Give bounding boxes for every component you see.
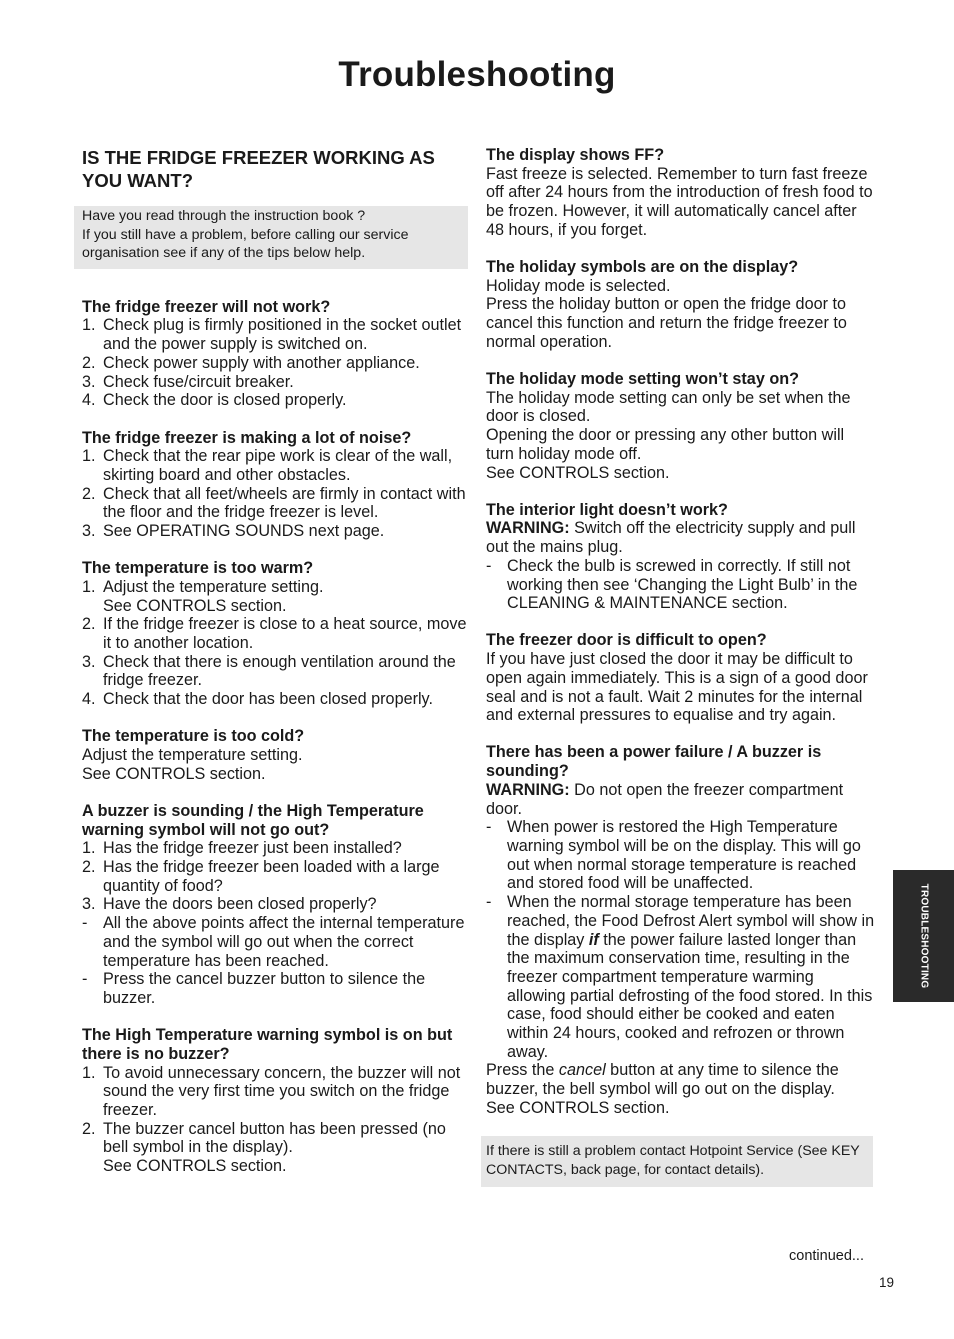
tip-interior-light (486, 501, 876, 613)
tip-question: A buzzer is sounding / the High Temperature warning symbol will not go out? (82, 801, 424, 839)
list-item: 2. Check that all feet/wheels are firmly in contact with the floor and the fridge freezer is level. (82, 484, 466, 522)
tip-list (486, 557, 876, 613)
tip-question: There has been a power failure / A buzzer is sounding? (486, 743, 822, 781)
list-item: - Check the bulb is screwed in correctly. If still not working then see ‘Changing the Light Bulb’ in the CLEANING & MAINTENANCE section. (486, 556, 858, 613)
tip-freezer-door (486, 631, 876, 725)
section-heading: IS THE FRIDGE FREEZER WORKING AS YOU WANT? (82, 147, 435, 191)
tip-text: Press the cancel button at any time to silence the buzzer, the bell symbol will go out on the display. (486, 1061, 839, 1099)
tip-text: Holiday mode is selected. (486, 276, 671, 295)
warning-text: WARNING: Switch off the electricity supply and pull out the mains plug. (486, 519, 856, 557)
tip-list (82, 447, 468, 541)
tip-list (486, 818, 876, 1061)
list-item: 3. See OPERATING SOUNDS next page. (82, 522, 385, 541)
tip-question: The temperature is too warm? (82, 559, 314, 578)
tip-question: The fridge freezer is making a lot of noise? (82, 428, 412, 447)
tip-question: The High Temperature warning symbol is on but there is no buzzer? (82, 1026, 453, 1063)
tip-question: The display shows FF? (486, 146, 665, 164)
tip-display-ff (486, 146, 876, 240)
side-tab-label: TROUBLESHOOTING (918, 883, 929, 989)
tip-text: Adjust the temperature setting. (82, 746, 303, 765)
tip-text: See CONTROLS section. (486, 463, 670, 482)
list-item: 1. Adjust the temperature setting. See CONTROLS section. (82, 577, 324, 615)
list-item: 3. Check that there is enough ventilation around the fridge freezer. (82, 652, 456, 690)
contact-box: If there is still a problem contact Hotpoint Service (See KEY CONTACTS, back page, for contact details). (481, 1136, 873, 1187)
tip-no-buzzer (82, 1026, 468, 1176)
right-column (486, 146, 876, 1187)
tip-too-cold (82, 727, 468, 783)
list-item: 4. Check the door is closed properly. (82, 391, 347, 410)
tip-question: The interior light doesn’t work? (486, 500, 728, 519)
section-side-tab (893, 870, 954, 1002)
list-item: 4. Check that the door has been closed properly. (82, 690, 433, 709)
list-item: 2. If the fridge freezer is close to a heat source, move it to another location. (82, 615, 467, 653)
tip-question: The holiday symbols are on the display? (486, 258, 799, 277)
tip-question: The holiday mode setting won’t stay on? (486, 370, 799, 389)
intro-line: If you still have a problem, before calling our service organisation see if any of the tips below help. (82, 226, 409, 262)
tip-question: The freezer door is difficult to open? (486, 631, 767, 650)
list-item: 2. The buzzer cancel button has been pressed (no bell symbol in the display). See CONTROLS section. (82, 1119, 446, 1176)
list-item: - Press the cancel buzzer button to silence the buzzer. (82, 970, 426, 1007)
tip-list (82, 1064, 468, 1176)
tip-question: The fridge freezer will not work? (82, 297, 331, 316)
tip-holiday-symbols (486, 258, 876, 352)
tip-list (82, 316, 468, 410)
tip-power-failure (486, 743, 876, 1117)
list-item: 1. To avoid unnecessary concern, the buzzer will not sound the very first time you switch on the fridge freezer. (82, 1063, 461, 1119)
tip-text: See CONTROLS section. (82, 764, 266, 783)
list-item: - When the normal storage temperature has been reached, the Food Defrost Alert symbol will show in the display if the power failure lasted longer than the maximum conservation time, resulting in the freezer compartment temperature warming allowing partial defrosting of the food stored. In this case, food should either be cooked and eaten within 24 hours, cooked and refrozen or thrown away. (486, 893, 875, 1061)
intro-box (74, 206, 468, 269)
tip-not-work (82, 298, 468, 410)
list-item: - All the above points affect the internal temperature and the symbol will go out when the correct temperature has been reached. (82, 914, 465, 970)
intro-line: Have you read through the instruction book ? (82, 208, 366, 224)
warning-text: WARNING: Do not open the freezer compartment door. (486, 780, 844, 818)
tip-text: Press the holiday button or open the fridge door to cancel this function and return the fridge freezer to normal operation. (486, 295, 847, 351)
tip-list (82, 839, 468, 1007)
tip-holiday-setting (486, 370, 876, 482)
list-item: 1. Has the fridge freezer just been installed? (82, 839, 402, 858)
tip-text: Fast freeze is selected. Remember to turn fast freeze off after 24 hours from the introduction of fresh food to be frozen. However, it will automatically cancel after 48 hours, if you forget. (486, 164, 873, 239)
tip-too-warm (82, 559, 468, 709)
page-number: 19 (879, 1275, 895, 1290)
tip-buzzer (82, 802, 468, 1008)
tip-text: The holiday mode setting can only be set when the door is closed. (486, 388, 851, 426)
tip-list (82, 578, 468, 709)
tip-question: The temperature is too cold? (82, 727, 305, 746)
list-item: - When power is restored the High Temperature warning symbol will be on the display. This will go out when normal storage temperature is reached and stored food will be unaffected. (486, 818, 861, 893)
list-item: 3. Have the doors been closed properly? (82, 895, 377, 914)
continued-note: continued... (789, 1248, 864, 1264)
tip-noise (82, 429, 468, 541)
list-item: 1. Check plug is firmly positioned in the socket outlet and the power supply is switched on. (82, 316, 462, 354)
list-item: 3. Check fuse/circuit breaker. (82, 372, 294, 391)
list-item: 1. Check that the rear pipe work is clear of the wall, skirting board and other obstacles. (82, 447, 453, 484)
left-column (82, 146, 468, 1194)
tip-text: If you have just closed the door it may be difficult to open again immediately. This is a sign of a good door seal and is not a fault. Wait 2 minutes for the internal and external pressures to equalise and try again. (486, 650, 868, 725)
tip-text: See CONTROLS section. (486, 1098, 670, 1117)
list-item: 2. Check power supply with another appliance. (82, 353, 420, 372)
tip-text: Opening the door or pressing any other button will turn holiday mode off. (486, 426, 845, 463)
page-title: Troubleshooting (338, 55, 616, 94)
list-item: 2. Has the fridge freezer been loaded with a large quantity of food? (82, 858, 440, 895)
